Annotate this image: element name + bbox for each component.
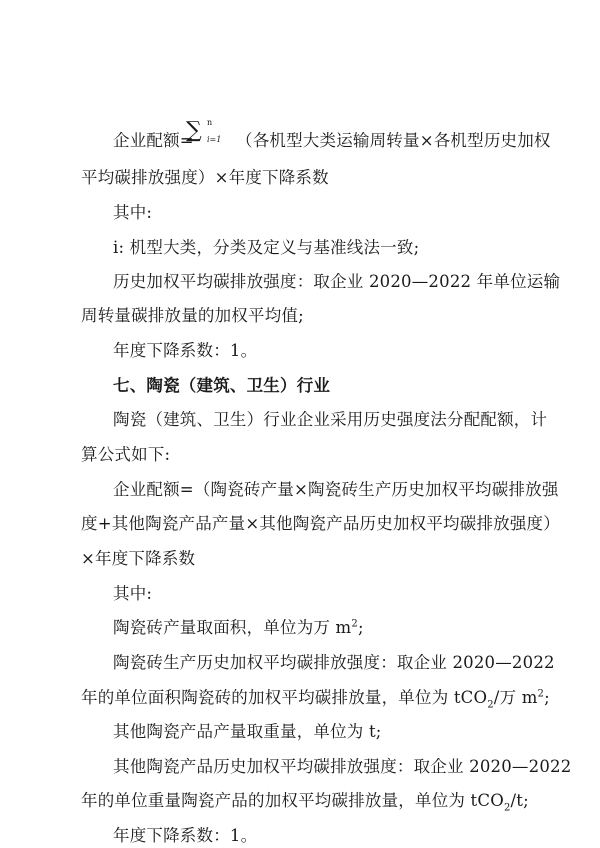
- paragraph-line: 其他陶瓷产品历史加权平均碳排放强度：取企业 2020—2022: [113, 757, 572, 776]
- text-run: /万 m: [493, 688, 538, 707]
- paragraph-line: [81, 688, 550, 711]
- paragraph-line: 其他陶瓷产品产量取重量，单位为 t;: [113, 722, 382, 741]
- paragraph-line: 度+其他陶瓷产品产量×其他陶瓷产品历史加权平均碳排放强度）: [81, 514, 560, 533]
- section-heading: 七、陶瓷（建筑、卫生）行业: [113, 376, 331, 395]
- paragraph-line: 陶瓷砖生产历史加权平均碳排放强度：取企业 2020—2022: [113, 653, 555, 672]
- paragraph-line: 周转量碳排放量的加权平均值;: [81, 306, 304, 325]
- paragraph-line: ×年度下降系数: [81, 549, 196, 568]
- paragraph-line: 年度下降系数：1。: [113, 341, 258, 360]
- paragraph-line: 陶瓷（建筑、卫生）行业企业采用历史强度法分配配额，计: [113, 410, 548, 429]
- formula-line-1: [113, 131, 194, 151]
- formula-prefix: 企业配额=: [113, 131, 194, 150]
- paragraph-line: [81, 791, 529, 814]
- text-run: ;: [357, 618, 364, 637]
- summation-upper-limit: n: [207, 118, 213, 127]
- text-run: ;: [544, 688, 550, 707]
- paragraph-line: 其中:: [113, 203, 153, 222]
- paragraph-line: 年度下降系数：1。: [113, 826, 258, 845]
- paragraph-line: 平均碳排放强度）×年度下降系数: [81, 168, 329, 187]
- summation-symbol: ∑: [186, 118, 202, 143]
- text-run: 年的单位面积陶瓷砖的加权平均碳排放量，单位为 tCO: [81, 688, 488, 707]
- paragraph-line: [113, 618, 364, 638]
- text-run: /t;: [510, 791, 529, 810]
- text-run: 年的单位重量陶瓷产品的加权平均碳排放量，单位为 tCO: [81, 791, 504, 810]
- paragraph-line: 历史加权平均碳排放强度：取企业 2020—2022 年单位运输: [113, 272, 561, 291]
- paragraph-line: 企业配额=（陶瓷砖产量×陶瓷砖生产历史加权平均碳排放强: [113, 480, 559, 499]
- subscript: 2: [503, 802, 511, 814]
- paragraph-line: i: 机型大类，分类及定义与基准线法一致;: [113, 238, 420, 257]
- superscript: 2: [537, 688, 545, 700]
- superscript: 2: [351, 618, 358, 630]
- paragraph-line: 算公式如下:: [81, 445, 171, 464]
- paragraph-line: 其中:: [113, 584, 153, 603]
- summation-lower-limit: i=1: [207, 135, 222, 144]
- text-run: 陶瓷砖产量取面积，单位为万 m: [113, 618, 352, 637]
- formula-line-1-rest: （各机型大类运输周转量×各机型历史加权: [236, 131, 551, 150]
- subscript: 2: [487, 699, 494, 711]
